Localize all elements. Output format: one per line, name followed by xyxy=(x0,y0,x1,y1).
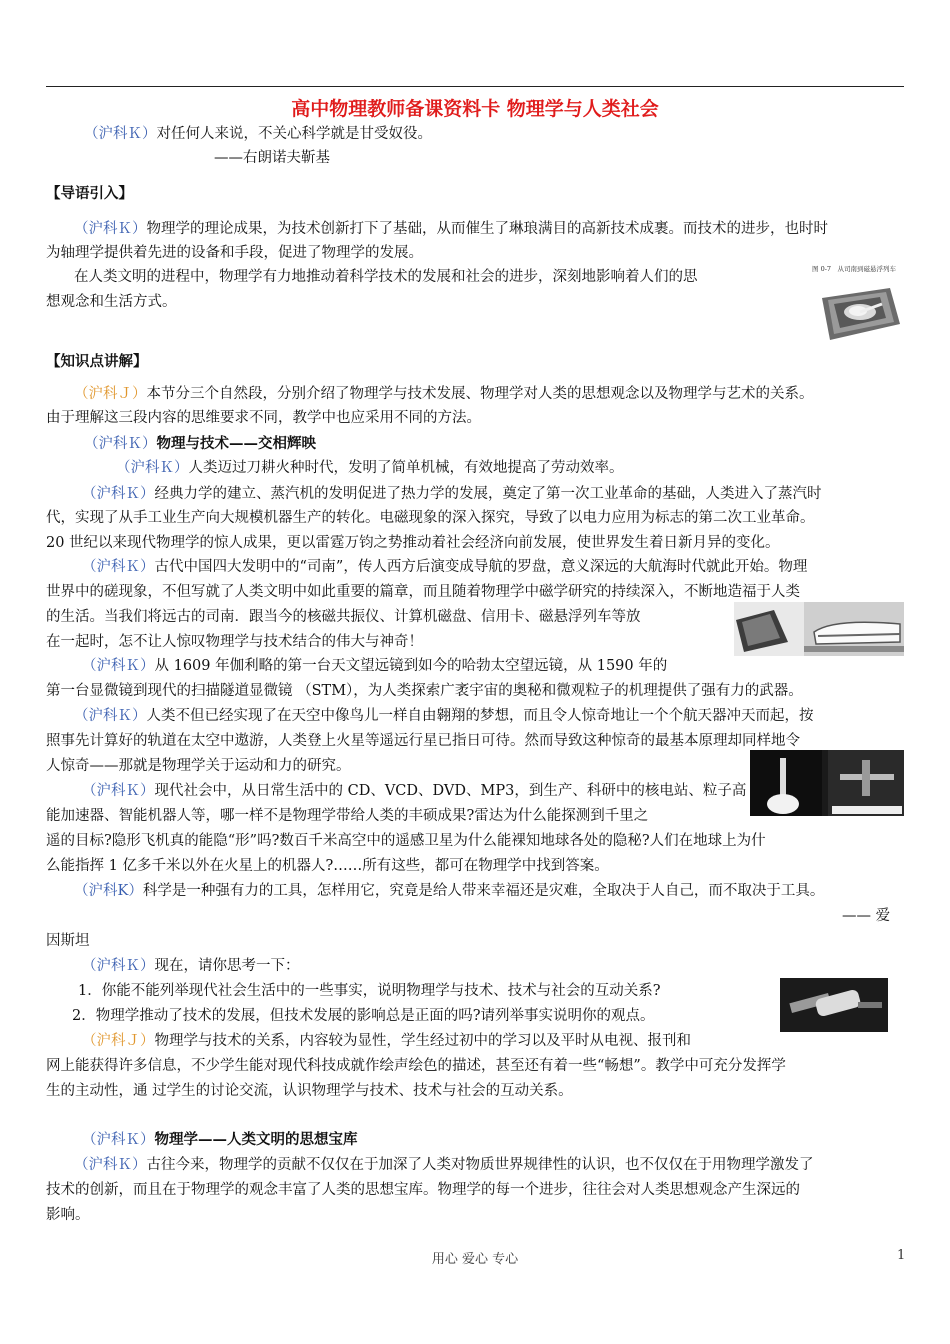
p3-line-2: 代，实现了从手工业生产向大规模机器生产的转化。电磁现象的深入探究，导致了以电力应用为标志的第二次工业革命。 xyxy=(46,510,815,526)
p3-line-1: （沪科Ｋ）经典力学的建立、蒸汽机的发明促进了热力学的发展，奠定了第一次工业革命的基础，人类进入了蒸汽时 xyxy=(82,486,822,502)
p2: （沪科Ｋ）人类迈过刀耕火种时代，发明了简单机械，有效地提高了劳动效率。 xyxy=(116,460,624,476)
p4-line-3: 的生活。当我们将远古的司南．跟当今的核磁共振仪、计算机磁盘、信用卡、磁悬浮列车等放 xyxy=(46,609,641,625)
p6-line-2: 照事先计算好的轨道在太空中遨游，人类登上火星等遥远行星已指日可待。然而导致这种惊奇的最基本原理却同样地令 xyxy=(46,733,800,749)
page-number: 1 xyxy=(897,1248,906,1263)
p4-line-2: 世界中的磋现象，不但写就了人类文明中如此重要的篇章，而且随着物理学中磁学研究的持续深入，不断地造福于人类 xyxy=(46,584,800,600)
p11-line-2: 技术的创新，而且在于物理学的观念丰富了人类的思想宝库。物理学的每一个进步，往往会对人类思想观念产生深远的 xyxy=(46,1182,800,1198)
maglev-train-image xyxy=(734,602,904,656)
p6-line-3: 人惊奇——那就是物理学关于运动和力的研究。 xyxy=(46,758,351,774)
top-rule xyxy=(46,86,904,87)
p5-line-1: （沪科Ｋ）从 1609 年伽利略的第一台天文望远镜到如今的哈勃太空望远镜，从 1590 年的 xyxy=(82,658,668,674)
space-launch-image xyxy=(750,750,904,816)
subheading-thought-treasury: （沪科Ｋ）物理学——人类文明的思想宝库 xyxy=(82,1131,358,1148)
question-1: 1．你能不能列举现代社会生活中的一些事实，说明物理学与技术、技术与社会的互动关系? xyxy=(78,983,661,999)
p11-line-1: （沪科Ｋ）古往今来，物理学的贡献不仅仅在于加深了人类对物质世界规律性的认识，也不仅仅在于用物理学激发了 xyxy=(74,1157,814,1173)
p8: （沪科K）科学是一种强有力的工具，怎样用它，究竟是给人带来幸福还是灾难，全取决于人自己，而不取决于工具。 xyxy=(74,883,825,899)
sinan-figure xyxy=(808,264,906,350)
footer-motto: 用心 爱心 专心 xyxy=(431,1252,519,1267)
p9: （沪科Ｋ）现在，请你思考一下： xyxy=(82,958,300,974)
p11-line-3: 影响。 xyxy=(46,1207,90,1223)
p6-line-1: （沪科Ｋ）人类不但已经实现了在天空中像鸟儿一样自由翱翔的梦想，而且令人惊奇地让一个个航天器冲天而起，按 xyxy=(74,708,814,724)
heading-intro: 【导语引入】 xyxy=(46,185,133,202)
p7-line-2: 能加速器、智能机器人等，哪一样不是物理学带给人类的丰硕成果?雷达为什么能探测到千里之 xyxy=(46,808,649,824)
figure-caption: 图 0-7 从司南到磁悬浮列车 xyxy=(812,265,897,273)
heading-knowledge: 【知识点讲解】 xyxy=(46,353,148,370)
p8-author-part-1: —— 爱 xyxy=(842,908,891,924)
intro-line-1: （沪科Ｋ）物理学的理论成果，为技术创新打下了基础，从而催生了琳琅满目的高新技术成裹。而技术的进步，也时时 xyxy=(74,221,828,237)
p10-line-2: 网上能获得许多信息，不少学生能对现代科技成就作绘声绘色的描述，甚至还有着一些“畅想”。教学中可充分发挥学 xyxy=(46,1058,786,1074)
intro-line-2: 为轴理学提供着先进的设备和手段，促进了物理学的发展。 xyxy=(46,245,423,261)
subheading-physics-tech: （沪科Ｋ）物理与技术——交相辉映 xyxy=(84,435,316,452)
sinan-drawing xyxy=(816,278,902,346)
question-2: 2．物理学推动了技术的发展，但技术发展的影响总是正面的吗?请列举事实说明你的观点。 xyxy=(72,1008,655,1024)
p1-line-2: 由于理解这三段内容的思维要求不同，教学中也应采用不同的方法。 xyxy=(46,410,481,426)
sinan-image xyxy=(816,278,902,346)
p1-line-1: （沪科Ｊ）本节分三个自然段，分别介绍了物理学与技术发展、物理学对人类的思想观念以及物理学与艺术的关系。 xyxy=(74,386,814,402)
telescope-image xyxy=(780,978,888,1032)
quote-author: ——右朗诺夫靳基 xyxy=(214,150,330,166)
p4-line-1: （沪科Ｋ）古代中国四大发明中的“司南”，传人西方后演变成导航的罗盘，意义深远的大航海时代就此开始。物理 xyxy=(82,559,808,575)
p4-line-4: 在一起时，怎不让人惊叹物理学与技术结合的伟大与神奇！ xyxy=(46,634,423,650)
telescope-drawing xyxy=(780,978,888,1032)
space-drawing xyxy=(750,750,904,816)
page-title: 高中物理教师备课资料卡 物理学与人类社会 xyxy=(291,98,659,120)
p8-author-part-2: 因斯坦 xyxy=(46,933,90,949)
intro-line-4: 想观念和生活方式。 xyxy=(46,294,177,310)
p7-line-4: 么能指挥 1 亿多千米以外在火星上的机器人?……所有这些，都可在物理学中找到答案。 xyxy=(46,858,609,874)
p10-line-3: 生的主动性，通 过学生的讨论交流，认识物理学与技术、技术与社会的互动关系。 xyxy=(46,1083,573,1099)
p10-line-1: （沪科Ｊ）物理学与技术的关系，内容较为显性，学生经过初中的学习以及平时从电视、报刊和 xyxy=(82,1033,691,1049)
p7-line-3: 遥的目标?隐形飞机真的能隐“形”吗?数百千米高空中的遥感卫星为什么能裸知地球各处的隐秘?人们在地球上为什 xyxy=(46,833,766,849)
opening-quote: （沪科Ｋ）对任何人来说，不关心科学就是甘受奴役。 xyxy=(84,126,432,142)
p3-line-3: 20 世纪以来现代物理学的惊人成果，更以雷霆万钧之势推动着社会经济向前发展，使世界发生着日新月异的变化。 xyxy=(46,535,780,551)
train-drawing xyxy=(734,602,904,656)
p7-line-1: （沪科Ｋ）现代社会中，从日常生活中的 CD、VCD、DVD、MP3，到生产、科研中的核电站、粒子高 xyxy=(82,783,747,799)
p5-line-2: 第一台显微镜到现代的扫描隧道显微镜 （STM），为人类探索广袤宇宙的奥秘和微观粒子的机理提供了强有力的武器。 xyxy=(46,683,803,699)
intro-line-3: 在人类文明的进程中，物理学有力地推动着科学技术的发展和社会的进步，深刻地影响着人们的思 xyxy=(74,269,698,285)
